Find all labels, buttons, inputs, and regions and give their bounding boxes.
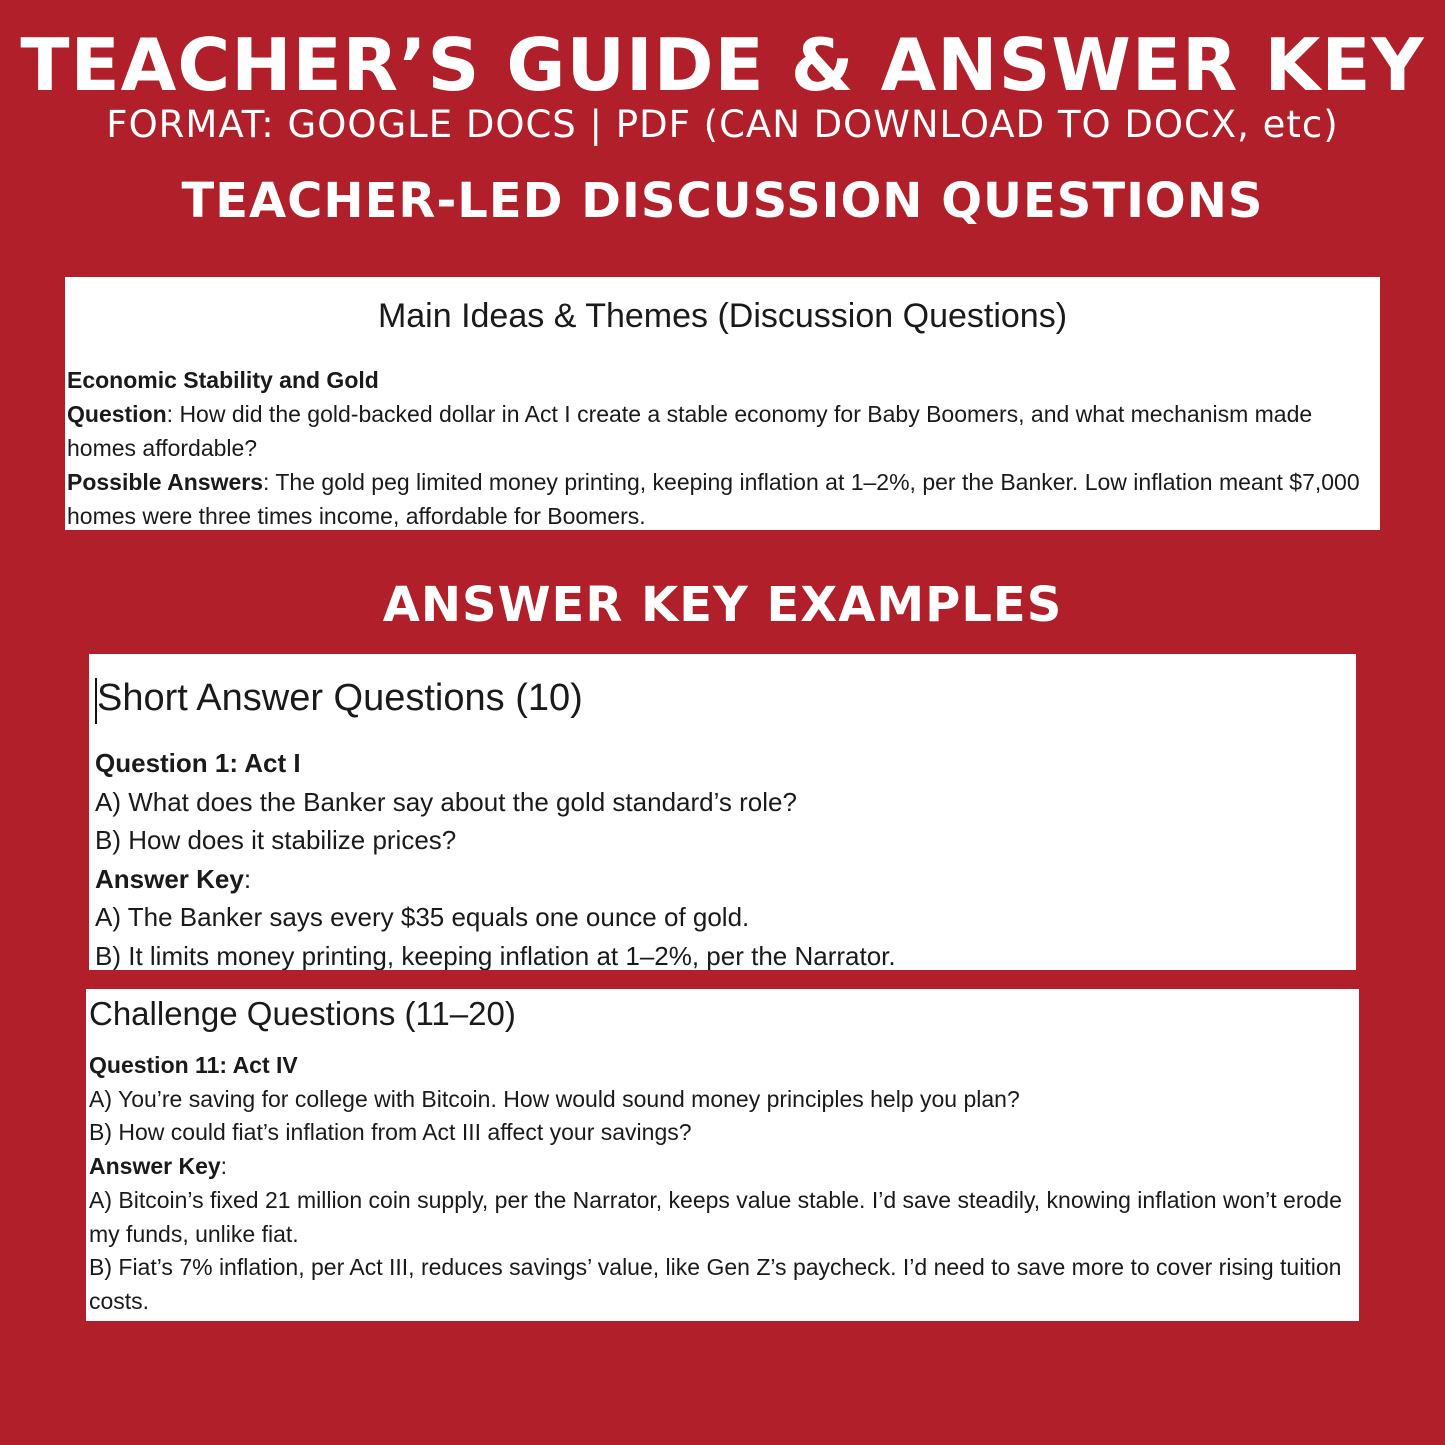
answer-key-section-heading: ANSWER KEY EXAMPLES <box>382 577 1063 633</box>
challenge-answer-b: B) Fiat’s 7% inflation, per Act III, reduces savings’ value, like Gen Z’s paycheck. I’d need to save more to cover rising tuition costs. <box>89 1254 1342 1314</box>
challenge-card-title: Challenge Questions (11–20) <box>89 995 516 1032</box>
short-answer-a: A) The Banker says every $35 equals one ounce of gold. <box>95 902 750 932</box>
discussion-card-title: Main Ideas & Themes (Discussion Questions) <box>377 297 1068 335</box>
short-answer-b: B) It limits money printing, keeping inflation at 1–2%, per the Narrator. <box>95 940 896 970</box>
short-answer-key-label: Answer Key: <box>95 863 252 894</box>
challenge-questions-card <box>86 989 1359 1321</box>
challenge-question-a: A) You’re saving for college with Bitcoin. How would sound money principles help you plan? <box>89 1085 1020 1112</box>
short-question-heading: Question 1: Act I <box>95 748 301 778</box>
short-answer-card-title: Short Answer Questions (10) <box>95 668 1350 728</box>
question-text: : How did the gold-backed dollar in Act I create a stable economy for Baby Boomers, and what mechanism made homes affordable? <box>67 401 1313 461</box>
short-question-a: A) What does the Banker say about the gold standard’s role? <box>95 786 797 817</box>
discussion-topic: Economic Stability and Gold <box>67 367 379 393</box>
page-title: TEACHER’S GUIDE & ANSWER KEY <box>20 23 1425 107</box>
possible-answers-label: Possible Answers <box>67 469 264 495</box>
short-answer-card <box>89 654 1356 970</box>
format-subtitle: FORMAT: GOOGLE DOCS | PDF (CAN DOWNLOAD TO DOCX, etc) <box>106 103 1339 146</box>
discussion-section-heading: TEACHER-LED DISCUSSION QUESTIONS <box>181 173 1264 229</box>
possible-answers-text: : The gold peg limited money printing, keeping inflation at 1–2%, per the Banker. Low inflation meant $7,000 homes were three times income, affordable for Boomers. <box>67 469 1360 529</box>
text-cursor <box>95 678 97 724</box>
discussion-questions-card <box>65 277 1380 530</box>
discussion-possible-answers <box>67 465 1378 530</box>
challenge-answer-a: A) Bitcoin’s fixed 21 million coin supply, per the Narrator, keeps value stable. I’d save steadily, knowing inflation won’t erode my funds, unlike fiat. <box>89 1186 1342 1247</box>
challenge-answer-key-label: Answer Key: <box>89 1153 228 1180</box>
challenge-question-heading: Question 11: Act IV <box>89 1052 298 1078</box>
discussion-question <box>67 397 1378 465</box>
question-label: Question <box>67 401 167 427</box>
short-question-b: B) How does it stabilize prices? <box>95 825 457 855</box>
challenge-question-b: B) How could fiat’s inflation from Act III affect your savings? <box>89 1119 692 1146</box>
